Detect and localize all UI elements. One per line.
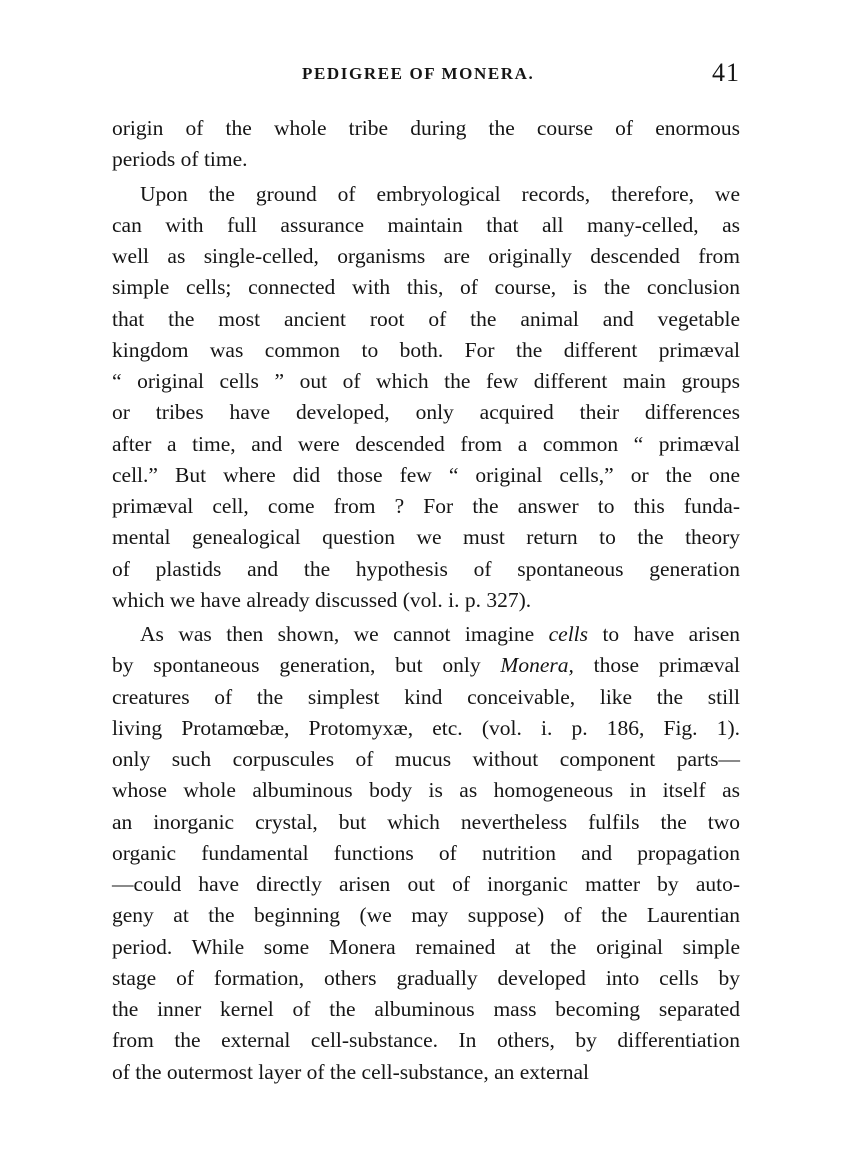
text-run: or tribes have developed, only acquired their differences [112, 400, 740, 425]
text-run: primæval cell, come from ? For the answer to this funda- [112, 494, 740, 518]
text-run: Upon the ground of embryological records, therefore, we [140, 181, 740, 206]
text-line [112, 900, 740, 931]
text-line [112, 554, 740, 585]
italic-run: Monera, [500, 653, 574, 678]
text-line [112, 144, 740, 175]
text-line [112, 650, 740, 681]
text-line [112, 1057, 740, 1088]
text-run: that the most ancient root of the animal and vegetable [112, 306, 740, 331]
text-run: —could have directly arisen out of inorganic matter by auto- [112, 872, 740, 896]
text-run: kingdom was common to both. For the different primæval [112, 337, 740, 362]
text-run: mental genealogical question we must return to the theory [112, 525, 740, 550]
paragraph [112, 179, 740, 617]
text-run: period. While some Monera remained at the original simple [112, 934, 740, 959]
italic-run: cells [548, 622, 589, 646]
text-line [112, 713, 740, 744]
text-run: of the outermost layer of the cell-substance, an external [112, 1059, 589, 1084]
text-run: those primæval [573, 653, 740, 678]
text-run: organic fundamental functions of nutrition and propagation [112, 840, 740, 865]
text-line [112, 585, 740, 616]
paragraph [112, 619, 740, 1088]
text-line [112, 807, 740, 838]
text-line [112, 838, 740, 869]
text-line [112, 460, 740, 491]
text-line [112, 619, 740, 650]
text-run: from the external cell-substance. In others, by differentiation [112, 1028, 740, 1053]
text-line [112, 366, 740, 397]
text-line [112, 304, 740, 335]
page-number: 41 [712, 58, 740, 87]
text-line [112, 682, 740, 713]
text-run: whose whole albuminous body is as homogeneous in itself as [112, 778, 740, 803]
text-line [112, 869, 740, 900]
text-line [112, 1025, 740, 1056]
text-run: simple cells; connected with this, of course, is the conclusion [112, 275, 740, 300]
text-run: “ original cells ” out of which the few different main groups [112, 369, 740, 393]
text-run: creatures of the simplest kind conceivable, like the still [112, 684, 740, 709]
text-run: only such corpuscules of mucus without component parts— [112, 747, 740, 771]
text-run: geny at the beginning (we may suppose) of the Laurentian [112, 903, 740, 928]
text-run: which we have already discussed (vol. i. p. 327). [112, 587, 532, 612]
running-title: PEDIGREE OF MONERA. [302, 64, 535, 83]
text-line [112, 994, 740, 1025]
text-line [112, 744, 740, 775]
text-run: by spontaneous generation, but only [112, 653, 501, 678]
text-line [112, 179, 740, 210]
text-run: living Protamœbæ, Protomyxæ, etc. (vol. i. p. 186, Fig. 1). [112, 715, 740, 740]
text-line [112, 775, 740, 806]
text-line [112, 272, 740, 303]
text-line [112, 397, 740, 428]
text-line [112, 335, 740, 366]
text-line [112, 241, 740, 272]
text-line [112, 963, 740, 994]
text-run: can with full assurance maintain that all many-celled, as [112, 212, 740, 237]
text-run: the inner kernel of the albuminous mass becoming separated [112, 997, 740, 1021]
running-head [112, 60, 740, 94]
body-text [112, 113, 740, 1088]
text-line [112, 932, 740, 963]
text-run: to have arisen [588, 622, 740, 646]
text-run: stage of formation, others gradually developed into cells by [112, 965, 740, 990]
text-line [112, 429, 740, 460]
paragraph [112, 113, 740, 176]
text-run: well as single-celled, organisms are originally descended from [112, 244, 740, 268]
text-run: periods of time. [112, 147, 248, 172]
text-run: origin of the whole tribe during the course of enormous [112, 116, 740, 140]
text-line [112, 210, 740, 241]
text-run: As was then shown, we cannot imagine [140, 622, 549, 646]
text-run: cell.” But where did those few “ original cells,” or the one [112, 462, 740, 487]
text-line [112, 522, 740, 553]
text-run: an inorganic crystal, but which nevertheless fulfils the two [112, 809, 740, 834]
text-line [112, 491, 740, 522]
text-run: after a time, and were descended from a common “ primæval [112, 431, 740, 456]
text-run: of plastids and the hypothesis of spontaneous generation [112, 556, 740, 581]
text-line [112, 113, 740, 144]
